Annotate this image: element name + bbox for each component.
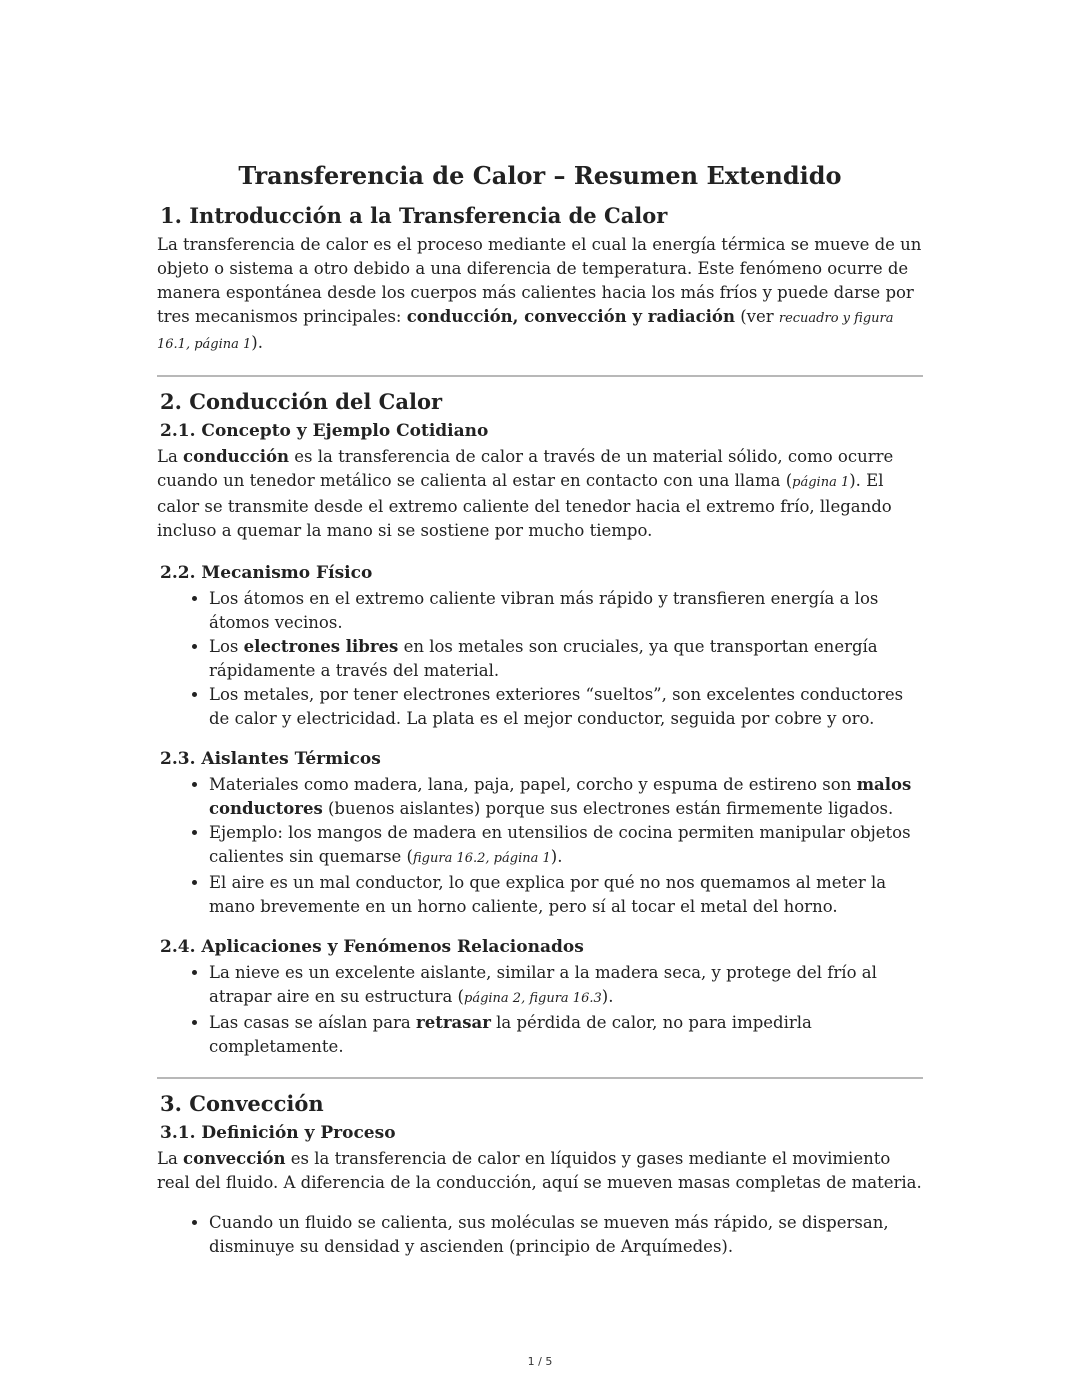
section-2-4-heading: 2.4. Aplicaciones y Fenómenos Relacionados	[160, 937, 584, 957]
list-item: • Los átomos en el extremo caliente vibran más rápido y transfieren energía a los átomos vecinos.	[209, 587, 923, 635]
list-item: • Materiales como madera, lana, paja, papel, corcho y espuma de estireno son malos conductores (buenos aislantes) porque sus electrones están firmemente ligados.	[209, 773, 923, 821]
section-2-3-heading: 2.3. Aislantes Térmicos	[160, 749, 381, 769]
section-2-1-paragraph: La conducción es la transferencia de calor a través de un material sólido, como ocurre cuando un tenedor metálico se calienta al estar en contacto con una llama (página 1). El calor se transmite desde el extremo caliente del tenedor hacia el extremo frío, llegando incluso a quemar la mano si se sostiene por mucho tiempo.	[157, 447, 894, 540]
section-3-1-list	[157, 1211, 923, 1259]
list-item: • Ejemplo: los mangos de madera en utensilios de cocina permiten manipular objetos calientes sin quemarse (figura 16.2, página 1).	[209, 821, 923, 871]
page-number: 1 / 5	[527, 1355, 553, 1368]
section-3-1-paragraph: La convección es la transferencia de calor en líquidos y gases mediante el movimiento real del fluido. A diferencia de la conducción, aquí se mueven masas completas de materia.	[157, 1149, 922, 1192]
list-item: • Cuando un fluido se calienta, sus moléculas se mueven más rápido, se dispersan, disminuye su densidad y ascienden (principio de Arquímedes).	[209, 1211, 923, 1259]
section-2-heading: 2. Conducción del Calor	[160, 389, 443, 414]
list-item: • Los metales, por tener electrones exteriores “sueltos”, son excelentes conductores de calor y electricidad. La plata es el mejor conductor, seguida por cobre y oro.	[209, 683, 923, 731]
list-item: • El aire es un mal conductor, lo que explica por qué no nos quemamos al meter la mano brevemente en un horno caliente, pero sí al tocar el metal del horno.	[209, 871, 923, 919]
section-2-2-heading: 2.2. Mecanismo Físico	[160, 563, 373, 583]
list-item: • Las casas se aíslan para retrasar la pérdida de calor, no para impedirla completamente.	[209, 1011, 923, 1059]
divider	[157, 375, 923, 377]
section-2-3-list	[157, 773, 923, 919]
section-2-1-heading: 2.1. Concepto y Ejemplo Cotidiano	[160, 421, 489, 441]
section-1-paragraph: La transferencia de calor es el proceso mediante el cual la energía térmica se mueve de un objeto o sistema a otro debido a una diferencia de temperatura. Este fenómeno ocurre de manera espontánea desde los cuerpos más calientes hacia los más fríos y puede darse por tres mecanismos principales: conducción, convección y radiación (ver recuadro y figura 16.1, página 1).	[157, 235, 922, 352]
document-page	[157, 158, 923, 1259]
section-3-1-heading: 3.1. Definición y Proceso	[160, 1123, 396, 1143]
document-title: Transferencia de Calor – Resumen Extendido	[238, 161, 842, 190]
section-1-heading: 1. Introducción a la Transferencia de Calor	[160, 203, 668, 228]
divider	[157, 1077, 923, 1079]
list-item: • La nieve es un excelente aislante, similar a la madera seca, y protege del frío al atrapar aire en su estructura (página 2, figura 16.3).	[209, 961, 923, 1011]
list-item: • Los electrones libres en los metales son cruciales, ya que transportan energía rápidamente a través del material.	[209, 635, 923, 683]
section-2-4-list	[157, 961, 923, 1059]
section-3-heading: 3. Convección	[160, 1091, 324, 1116]
section-2-2-list	[157, 587, 923, 731]
